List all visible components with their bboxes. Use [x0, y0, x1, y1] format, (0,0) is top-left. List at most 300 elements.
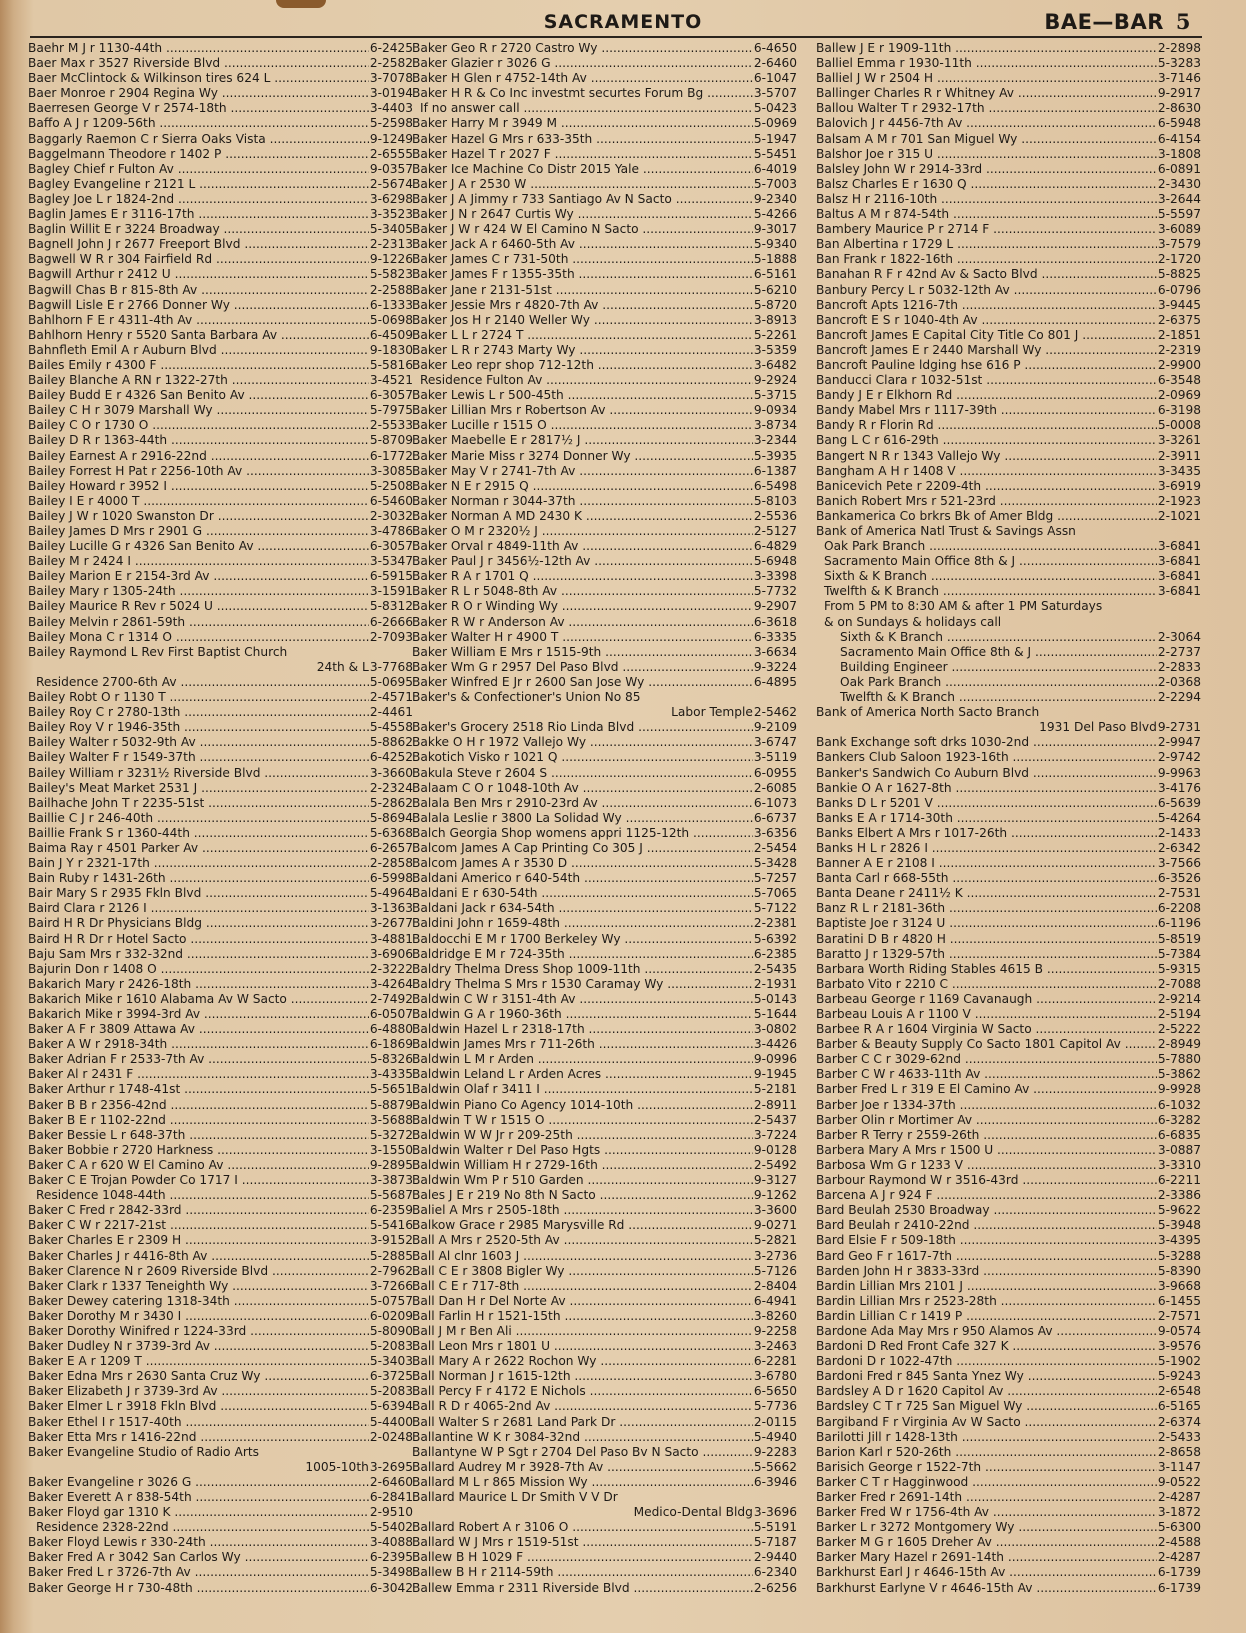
listing-entry [816, 433, 1201, 448]
listing-phone: 5-8862 [369, 735, 413, 750]
listing-name: Baker Hazel G Mrs r 633-35th ..... [412, 132, 753, 147]
listing-name: Bailhache John T r 2235-51st ..... [28, 796, 369, 811]
listing-name: Bangham A H r 1408 V ..... [816, 464, 1157, 479]
listing-phone: 6-3946 [753, 1474, 797, 1489]
listing-entry [28, 313, 413, 328]
listing-phone: 2-9214 [1157, 991, 1201, 1006]
listing-entry [28, 1309, 413, 1324]
listing-entry [412, 358, 797, 373]
listing-entry [816, 1007, 1201, 1022]
listing-phone: 5-6210 [753, 282, 797, 297]
listing-entry [816, 343, 1201, 358]
listing-entry [412, 1490, 797, 1505]
listing-name: Banta Deane r 2411½ K ..... [816, 886, 1157, 901]
listing-phone: 9-1262 [753, 1188, 797, 1203]
listing-name: Barcena A J r 924 F ..... [816, 1188, 1157, 1203]
listing-name: Baker Edna Mrs r 2630 Santa Cruz Wy ..... [28, 1369, 369, 1384]
listing-entry [816, 841, 1201, 856]
listing-phone: 6-3335 [753, 629, 797, 644]
listing-name: Residence 2328-22nd ..... [28, 1520, 369, 1535]
listing-entry [412, 343, 797, 358]
listing-name: Baker Ethel I r 1517-40th ..... [28, 1415, 369, 1430]
listing-entry [412, 992, 797, 1007]
listing-entry [28, 705, 413, 720]
listing-entry [28, 237, 413, 252]
listing-phone: 2-3430 [1157, 176, 1201, 191]
listing-name: Bailey Robt O r 1130 T ..... [28, 690, 369, 705]
listing-name: Baldwin Wm P r 510 Garden ..... [412, 1173, 753, 1188]
listing-phone: 3-3435 [1157, 463, 1201, 478]
listing-column-2 [412, 41, 797, 1611]
listing-phone: 3-1591 [369, 584, 413, 599]
listing-name: Labor Temple [671, 705, 753, 720]
listing-entry [816, 1037, 1201, 1052]
listing-name: Baker May V r 2741-7th Av ..... [412, 464, 753, 479]
listing-phone: 9-0574 [1157, 1323, 1201, 1338]
listing-phone: 5-8103 [753, 493, 797, 508]
listing-phone: 5-2083 [369, 1384, 413, 1399]
listing-phone: 5-2261 [753, 327, 797, 342]
listing-entry [816, 901, 1201, 916]
listing-entry [412, 1475, 797, 1490]
listing-entry [28, 1581, 413, 1596]
listing-name: Ballew B H r 2114-59th ..... [412, 1565, 753, 1580]
listing-entry [816, 524, 1201, 539]
listing-name: Banahan R F r 42nd Av & Sacto Blvd ..... [816, 267, 1157, 282]
listing-name: Baldwin Olaf r 3411 I ..... [412, 1082, 753, 1097]
listing-phone: 5-9340 [753, 237, 797, 252]
listing-phone: 3-3873 [369, 1173, 413, 1188]
listing-name: Baker Arthur r 1748-41st ..... [28, 1082, 369, 1097]
listing-entry [412, 1399, 797, 1414]
listing-phone: 6-1073 [753, 795, 797, 810]
listing-phone: 3-9152 [369, 1233, 413, 1248]
listing-entry [28, 343, 413, 358]
listing-phone: 2-1851 [1157, 327, 1201, 342]
listing-entry [816, 1098, 1201, 1113]
listing-entry [816, 977, 1201, 992]
listing-phone: 5-7065 [753, 886, 797, 901]
listing-entry [28, 615, 413, 630]
listing-phone: 3-0194 [369, 86, 413, 101]
listing-entry [412, 1294, 797, 1309]
listing-entry [816, 313, 1201, 328]
listing-name: Bardoni D Red Front Cafe 327 K ..... [816, 1339, 1157, 1354]
listing-name: Barbara Worth Riding Stables 4615 B ..... [816, 962, 1157, 977]
listing-entry [28, 1399, 413, 1414]
listing-phone: 3-2644 [1157, 191, 1201, 206]
listing-name: Bailey Roy C r 2780-13th ..... [28, 705, 369, 720]
listing-entry [28, 766, 413, 781]
listing-entry [412, 750, 797, 765]
listing-entry [816, 1565, 1201, 1580]
listing-entry [816, 1143, 1201, 1158]
listing-phone: 2-6555 [369, 146, 413, 161]
listing-entry [412, 796, 797, 811]
listing-name: Baker Marie Miss r 3274 Donner Wy ..... [412, 449, 753, 464]
listing-name: Ballou Walter T r 2932-17th ..... [816, 101, 1157, 116]
listing-name: Balsz H r 2116-10th ..... [816, 192, 1157, 207]
listing-name: Baker Adrian F r 2533-7th Av ..... [28, 1052, 369, 1067]
listing-entry [412, 856, 797, 871]
listing-entry [28, 690, 413, 705]
listing-name: Banich Robert Mrs r 521-23rd ..... [816, 494, 1157, 509]
listing-phone: 5-7257 [753, 871, 797, 886]
listing-name: Baker A W r 2918-34th ..... [28, 1037, 369, 1052]
listing-entry [412, 1309, 797, 1324]
listing-entry [28, 1233, 413, 1248]
listing-phone: 2-9900 [1157, 357, 1201, 372]
listing-name: Baldini John r 1659-48th ..... [412, 916, 753, 931]
listing-name: Baker Etta Mrs r 1416-22nd ..... [28, 1430, 369, 1445]
listing-entry [412, 283, 797, 298]
listing-phone: 6-5915 [369, 569, 413, 584]
listing-name: Barbato Vito r 2210 C ..... [816, 977, 1157, 992]
listing-phone: 3-3261 [1157, 433, 1201, 448]
listing-phone: 6-5498 [753, 478, 797, 493]
listing-name: Residence Fulton Av ..... [412, 373, 753, 388]
listing-entry [28, 781, 413, 796]
listing-phone: 3-4426 [753, 1037, 797, 1052]
listing-phone: 5-9243 [1157, 1369, 1201, 1384]
listing-entry [28, 524, 413, 539]
page-number: 5 [1175, 9, 1191, 34]
listing-name: Baker C W r 2217-21st ..... [28, 1218, 369, 1233]
listing-name: Bailey Melvin r 2861-59th ..... [28, 615, 369, 630]
listing-name: Bahlhorn Henry r 5520 Santa Barbara Av ..... [28, 328, 369, 343]
listing-phone: 5-3862 [1157, 1067, 1201, 1082]
listing-phone: 2-4588 [1157, 1535, 1201, 1550]
listing-phone: 3-3310 [1157, 1157, 1201, 1172]
listing-entry [412, 1052, 797, 1067]
listing-phone: 3-1808 [1157, 146, 1201, 161]
listing-phone: 2-6374 [1157, 1414, 1201, 1429]
listing-name: Baker Wm G r 2957 Del Paso Blvd ..... [412, 660, 753, 675]
listing-name: Baker Walter H r 4900 T ..... [412, 630, 753, 645]
listing-entry [412, 313, 797, 328]
listing-entry [816, 237, 1201, 252]
listing-phone: 2-8404 [753, 1278, 797, 1293]
listing-name: Baker Clarence N r 2609 Riverside Blvd ..... [28, 1264, 369, 1279]
listing-phone: 3-8913 [753, 312, 797, 327]
listing-phone: 2-5454 [753, 840, 797, 855]
listing-entry [412, 1565, 797, 1580]
listing-entry [412, 1354, 797, 1369]
listing-name: Baker Fred L r 3726-7th Av ..... [28, 1565, 369, 1580]
listing-entry [816, 358, 1201, 373]
listing-phone: 2-7492 [369, 991, 413, 1006]
listing-entry [412, 509, 797, 524]
listing-name: Ballew Emma r 2311 Riverside Blvd ..... [412, 1581, 753, 1596]
listing-name: Bardoni D r 1022-47th ..... [816, 1354, 1157, 1369]
listing-name: Bangert N R r 1343 Vallejo Wy ..... [816, 449, 1157, 464]
listing-phone: 5-5651 [369, 1082, 413, 1097]
listing-name: Baker J A Jimmy r 733 Santiago Av N Sacto ..... [412, 192, 753, 207]
listing-name: Baillie Frank S r 1360-44th ..... [28, 826, 369, 841]
listing-phone: 3-7266 [369, 1278, 413, 1293]
listing-phone: 9-2340 [753, 191, 797, 206]
listing-phone: 3-4786 [369, 524, 413, 538]
listing-entry [816, 690, 1201, 705]
listing-phone: 2-5127 [753, 524, 797, 538]
listing-phone: 6-6835 [1157, 1127, 1201, 1142]
listing-name: Barker M G r 1605 Dreher Av ..... [816, 1535, 1157, 1550]
listing-name: Bancroft E S r 1040-4th Av ..... [816, 313, 1157, 328]
listing-phone: 6-2841 [369, 1490, 413, 1504]
listing-entry [28, 192, 413, 207]
listing-name: Building Engineer ..... [816, 660, 1157, 675]
listing-phone: 3-4395 [1157, 1233, 1201, 1248]
listing-entry [412, 599, 797, 614]
listing-entry [28, 1520, 413, 1535]
listing-name: Twelfth & K Branch ..... [816, 584, 1157, 599]
listing-name: Baratini D B r 4820 H ..... [816, 932, 1157, 947]
listing-name: Baker Bobbie r 2720 Harkness ..... [28, 1143, 369, 1158]
listing-phone: 5-0695 [369, 674, 413, 689]
listing-entry [816, 1339, 1201, 1354]
listing-name: Barker Fred r 2691-14th ..... [816, 1490, 1157, 1505]
listing-phone: 2-5194 [1157, 1007, 1201, 1021]
listing-name: Bambery Maurice P r 2714 F ..... [816, 222, 1157, 237]
listing-phone: 2-6460 [369, 1474, 413, 1489]
listing-name: Ballantyne W P Sgt r 2704 Del Paso Bv N Sacto ..... [412, 1445, 753, 1460]
listing-name: Baehr M J r 1130-44th ..... [28, 41, 369, 56]
listing-phone: 6-4829 [753, 539, 797, 554]
listing-name: Barker L r 3272 Montgomery Wy ..... [816, 1520, 1157, 1535]
listing-phone: 5-7187 [753, 1535, 797, 1550]
listing-entry [816, 1233, 1201, 1248]
listing-phone: 2-2588 [369, 282, 413, 297]
listing-name: Baker J N r 2647 Curtis Wy ..... [412, 207, 753, 222]
listing-name: Baltus A M r 874-54th ..... [816, 207, 1157, 222]
listing-name: Baldani E r 630-54th ..... [412, 886, 753, 901]
listing-name: Barbosa Wm G r 1233 V ..... [816, 1158, 1157, 1173]
listing-entry [412, 1505, 797, 1520]
listing-phone: 3-6906 [369, 946, 413, 961]
listing-name: Barilotti Jill r 1428-13th ..... [816, 1430, 1157, 1445]
listing-phone: 6-1869 [369, 1037, 413, 1052]
listing-name: Ball R D r 4065-2nd Av ..... [412, 1399, 753, 1414]
listing-phone: 2-8949 [1157, 1037, 1201, 1052]
listing-entry [28, 539, 413, 554]
listing-phone: 5-8825 [1157, 267, 1201, 282]
listing-phone: 6-2666 [369, 614, 413, 629]
listing-phone: 5-3935 [753, 448, 797, 463]
listing-phone: 5-6948 [753, 554, 797, 569]
listing-phone: 2-1923 [1157, 493, 1201, 508]
listing-phone: 2-5433 [1157, 1429, 1201, 1444]
listing-phone: 2-2294 [1157, 690, 1201, 705]
listing-phone: 3-6841 [1157, 569, 1201, 584]
listing-phone: 5-2885 [369, 1248, 413, 1263]
listing-name: Baker William E Mrs r 1515-9th ..... [412, 645, 753, 660]
listing-name: Barkhurst Earl J r 4646-15th Av ..... [816, 1565, 1157, 1580]
listing-name: If no answer call ..... [412, 101, 753, 116]
listing-entry [28, 1535, 413, 1550]
listing-name: Baker Glazier r 3026 G ..... [412, 56, 753, 71]
listing-name: Banbury Percy L r 5032-12th Av ..... [816, 283, 1157, 298]
listing-phone: 5-3403 [369, 1354, 413, 1369]
listing-phone: 6-0209 [369, 1308, 413, 1323]
listing-name: Baldwin L M r Arden ..... [412, 1052, 753, 1067]
listing-phone: 9-2907 [753, 599, 797, 614]
listing-name: Sacramento Main Office 8th & J ..... [816, 645, 1157, 660]
listing-phone: 3-5119 [753, 750, 797, 765]
listing-entry [412, 1430, 797, 1445]
listing-entry [816, 1535, 1201, 1550]
listing-phone: 2-5462 [753, 705, 797, 720]
listing-phone: 5-7126 [753, 1263, 797, 1278]
listing-phone: 2-7962 [369, 1263, 413, 1278]
listing-entry [412, 1324, 797, 1339]
listing-phone: 2-7571 [1157, 1308, 1201, 1323]
listing-entry [28, 1384, 413, 1399]
listing-phone: 5-7384 [1157, 946, 1201, 961]
listing-name: Bailey Forrest H Pat r 2256-10th Av ..... [28, 464, 369, 479]
listing-phone: 2-9440 [753, 1550, 797, 1565]
listing-name: Bagley Joe L r 1824-2nd ..... [28, 192, 369, 207]
listing-phone: 5-2821 [753, 1233, 797, 1248]
listing-phone: 6-3198 [1157, 403, 1201, 418]
listing-phone: 6-2425 [369, 41, 413, 55]
listing-phone: 3-1363 [369, 901, 413, 916]
listing-entry [412, 1203, 797, 1218]
listing-phone: 6-2385 [753, 946, 797, 961]
listing-phone: 6-5165 [1157, 1399, 1201, 1414]
listing-phone: 2-1931 [753, 976, 797, 991]
listing-name: Baer Monroe r 2904 Regina Wy ..... [28, 86, 369, 101]
listing-phone: 3-1872 [1157, 1505, 1201, 1520]
listing-name: Barker Fred W r 1756-4th Av ..... [816, 1505, 1157, 1520]
listing-name: Bankie O A r 1627-8th ..... [816, 781, 1157, 796]
listing-entry [816, 871, 1201, 886]
listing-entry [412, 1113, 797, 1128]
listing-phone: 9-0128 [753, 1142, 797, 1157]
listing-entry [816, 1294, 1201, 1309]
listing-entry [816, 1475, 1201, 1490]
listing-name: Ball Dan H r Del Norte Av ..... [412, 1294, 753, 1309]
listing-entry [28, 886, 413, 901]
listing-entry [816, 1520, 1201, 1535]
listing-entry [412, 41, 797, 56]
listing-entry [28, 1067, 413, 1082]
listing-entry [28, 841, 413, 856]
listing-entry [412, 56, 797, 71]
listing-entry [412, 901, 797, 916]
listing-phone: 6-4019 [753, 161, 797, 176]
listing-name: Baker Norman A MD 2430 K ..... [412, 509, 753, 524]
listing-entry [816, 116, 1201, 131]
listing-name: Baker R W r Anderson Av ..... [412, 615, 753, 630]
listing-entry [816, 1369, 1201, 1384]
listing-entry [28, 147, 413, 162]
listing-entry [816, 1399, 1201, 1414]
listing-name: Baker Jack A r 6460-5th Av ..... [412, 237, 753, 252]
listing-phone: 9-2258 [753, 1323, 797, 1338]
listing-phone: 2-6375 [1157, 312, 1201, 327]
listing-entry [816, 222, 1201, 237]
listing-entry [412, 237, 797, 252]
listing-name: Bailey M r 2424 I ..... [28, 554, 369, 569]
listing-name: Baldwin Walter r Del Paso Hgts ..... [412, 1143, 753, 1158]
listing-phone: 3-4403 [369, 101, 413, 116]
listing-name: Bailey J W r 1020 Swanston Dr ..... [28, 509, 369, 524]
listing-phone: 3-5688 [369, 1112, 413, 1127]
listing-entry [816, 403, 1201, 418]
listing-phone: 2-2381 [753, 916, 797, 931]
listing-entry [28, 418, 413, 433]
listing-name: Balaam C O r 1048-10th Av ..... [412, 781, 753, 796]
listing-phone: 3-2695 [369, 1459, 413, 1474]
listing-phone: 5-5823 [369, 267, 413, 282]
listing-phone: 6-2211 [1157, 1173, 1201, 1188]
listing-entry [412, 298, 797, 313]
listing-entry [28, 1218, 413, 1233]
listing-name: Balliel J W r 2504 H ..... [816, 71, 1157, 86]
listing-phone: 2-1433 [1157, 825, 1201, 840]
listing-name: Bakke O H r 1972 Vallejo Wy ..... [412, 735, 753, 750]
listing-name: Ball C E r 3808 Bigler Wy ..... [412, 1264, 753, 1279]
listing-entry [28, 358, 413, 373]
listing-name: Baker Floyd gar 1310 K ..... [28, 1505, 369, 1520]
listing-name: Ball Percy F r 4172 E Nichols ..... [412, 1384, 753, 1399]
listing-entry [816, 479, 1201, 494]
listing-phone: 6-5161 [753, 267, 797, 282]
listing-phone: 5-2181 [753, 1082, 797, 1097]
listing-phone: 3-7579 [1157, 237, 1201, 252]
listing-name: Baker's Grocery 2518 Rio Linda Blvd ..... [412, 720, 753, 735]
listing-name: Banner A E r 2108 I ..... [816, 856, 1157, 871]
listing-entry [412, 101, 797, 116]
page-tab-marker [276, 0, 326, 8]
listing-phone: 5-5191 [753, 1520, 797, 1535]
listing-entry [816, 388, 1201, 403]
listing-name: Bailey Lucille G r 4326 San Benito Av ..... [28, 539, 369, 554]
listing-name: Ball Leon Mrs r 1801 U ..... [412, 1339, 753, 1354]
listing-entry [816, 1082, 1201, 1097]
listing-entry [816, 147, 1201, 162]
listing-entry [412, 871, 797, 886]
listing-name: Baker Paul J r 3456½-12th Av ..... [412, 554, 753, 569]
listing-entry [412, 675, 797, 690]
listing-entry [412, 1022, 797, 1037]
listing-phone: 2-9510 [369, 1505, 413, 1520]
listing-entry [816, 1052, 1201, 1067]
listing-name: Baju Sam Mrs r 332-32nd ..... [28, 947, 369, 962]
listing-name: Bailey C H r 3079 Marshall Wy ..... [28, 403, 369, 418]
listing-phone: 2-3386 [1157, 1188, 1201, 1203]
listing-phone: 5-6300 [1157, 1520, 1201, 1535]
listing-name: Bagnell John J r 2677 Freeport Blvd ..... [28, 237, 369, 252]
listing-phone: 5-3405 [369, 222, 413, 237]
listing-name: Bank Exchange soft drks 1030-2nd ..... [816, 735, 1157, 750]
listing-phone: 5-2083 [369, 1339, 413, 1354]
listing-phone: 3-2736 [753, 1248, 797, 1263]
listing-entry [28, 1203, 413, 1218]
listing-entry [28, 630, 413, 645]
listing-phone: 2-1021 [1157, 508, 1201, 523]
listing-entry [412, 584, 797, 599]
listing-phone: 3-2344 [753, 433, 797, 448]
listing-phone: 6-3057 [369, 388, 413, 403]
listing-phone: 5-4940 [753, 1429, 797, 1444]
listing-name: Baker's & Confectioner's Union No 85 [412, 690, 641, 705]
listing-phone: 3-4088 [369, 1535, 413, 1550]
listing-phone: 6-4895 [753, 674, 797, 689]
listing-entry [28, 56, 413, 71]
listing-entry [28, 1082, 413, 1097]
listing-name: Baker Ice Machine Co Distr 2015 Yale ..... [412, 162, 753, 177]
